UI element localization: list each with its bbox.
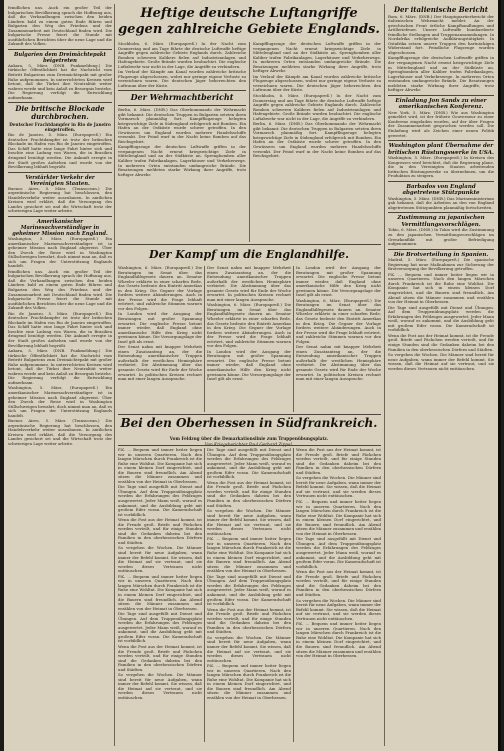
- article-text: P.K. ... Bequem und immer heiter liegen wir in unseren Quartieren. Nach den langen Märschen durch Frankreich ist die Ruhe eine Wohltat. Die Kompanie hat sich in einem kleinen Dorf eingerichtet, und die Bauern sind freundlich. Am Abend sitzen die Männer zusammen und erzählen von der Heimat in Oberhessen.: [207, 536, 291, 574]
- article-text: Ankara, 5. März. (DNB. Funkmeldung.) Die türkische Öffentlichkeit hat die Nachricht vom Beitritt Bulgariens zum Dreimächtepakt mit großer Ruhe aufgenommen. In unterrichteten Kreisen wird betont, daß die Türkei ihre Neutralität weiter wahren werde und kein Anlaß zu Besorgnis bestehe. Die Regierung verfolgt die Entwicklung aufmerksam.: [8, 348, 112, 385]
- article-heading: Amerikanischer Marinesachverständiger in geheimer Mission nach England.: [12, 218, 108, 237]
- article-text: Stockholm, 6. März. (Europapreß.) In der Nacht zum Donnerstag und am Tage führte die deutsche Luftwaffe heftige Angriffe gegen zahlreiche Gebiete Englands durch. Zahlreiche Bomben schweren Kalibers fielen auf Industrieanlagen und Hafengebiete. Große Brände wurden beobachtet. Die englische Luftabwehr war nicht in der Lage, die Angriffe zu verhindern.: [118, 42, 246, 69]
- binding-edge: [498, 0, 501, 751]
- article-text: So vergehen die Wochen. Die Männer sind bereit für neue Aufgaben, wann immer der Befehl kommt. Sie wissen, daß die Heimat auf sie vertraut, und sie werden dieses Vertrauen nicht enttäuschen.: [207, 508, 291, 536]
- article-text: P.K. ... Bequem und immer heiter liegen wir in unseren Quartieren. Nach den langen Märschen durch Frankreich ist die Ruhe eine Wohltat. Die Kompanie hat sich in einem kleinen Dorf eingerichtet, und die Bauern sind freundlich. Am Abend sitzen die Männer zusammen und erzählen von der Heimat in Oberhessen.: [118, 448, 202, 484]
- article-text: So vergehen die Wochen. Die Männer sind bereit für neue Aufgaben, wann immer der Befehl kommt. Sie wissen, daß die Heimat auf sie vertraut, und sie werden dieses Vertrauen nicht enttäuschen.: [296, 475, 381, 499]
- article-text: Wenn die Post aus der Heimat kommt, ist die Freude groß. Briefe und Päckchen werden verteilt, und für einige Stunden sind die Gedanken daheim bei den Familien in den oberhessischen Dörfern und Städten.: [296, 448, 381, 475]
- column-2-upper: [118, 42, 246, 242]
- article-text: Washington, 5. März. (Europapreß.) Ein amerikanischer Marinesachverständiger ist in geheimer Mission nach England abgereist. Über den Zweck der Reise wird in Washington Stillschweigen bewahrt, doch nimmt man an, daß es sich um Fragen der Unterstützung Englands handelt.: [8, 235, 112, 269]
- article-text: In London wird der Ausgang der Beratungen mit großer Spannung erwartet. Die englische Presse betont immer wieder, daß England ohne amerikanische Hilfe den Krieg nicht gewinnen könne. Die Versorgungslage der Insel gilt als ernst.: [118, 311, 202, 344]
- column-rule: [293, 266, 294, 412]
- oberhessen-col-b: [207, 448, 291, 742]
- column-4: [388, 6, 494, 746]
- divider: [118, 105, 246, 106]
- article-text: Tokio, 6. März. (DNB.) In Tokio wird die Zustimmung zu den japanischen Vermittlungsvorschlägen im Grenzkonflikt mit großer Befriedigung aufgenommen.: [388, 227, 494, 247]
- article-text: In London wird der Ausgang der Beratungen mit großer Spannung erwartet. Die englische Presse betont immer wieder, daß England ohne amerikanische Hilfe den Krieg nicht gewinnen könne. Die Versorgungslage der Insel gilt als ernst.: [296, 266, 381, 298]
- wehrmacht-heading: Der Wehrmachtbericht: [130, 92, 234, 103]
- article-subheading: Deutscher Frachtdampfer in Rio de Janeiro eingetroffen.: [9, 122, 111, 133]
- article-text: So vergehen die Wochen. Die Männer sind bereit für neue Aufgaben, wann immer der Befehl kommt. Sie wissen, daß die Heimat auf sie vertraut, und sie werden dieses Vertrauen nicht enttäuschen.: [118, 545, 202, 574]
- article-heading: Zustimmung zu japanischen Vermittlungsvorschlägen.: [397, 215, 485, 228]
- article-text: Die Tage sind ausgefüllt mit Dienst und Übungen. Auf dem Truppenübungsplatz werden die Erfahrungen des Feldzuges ausgewertet. Jeder Mann weiß, worauf es ankommt, und die Ausbildung geht mit großem Eifer voran. Die Kameradschaft ist vorbildlich.: [296, 536, 381, 569]
- article-text: Washington, 6. März. (Europapreß.) Die Beratungen im Senat über das Englandhilfegesetz dauern an. Senator Wheeler erklärte in einer scharfen Rede, das Gesetz bedeute den Eintritt Amerikas in den Krieg. Die Gegner der Vorlage fordern weitere Abänderungen. Auch in der Presse wird die Frage lebhaft erörtert, und zahlreiche Stimmen warnen vor den Folgen.: [207, 302, 291, 349]
- article-text: Buenos Aires, 5. März. (Transocean.) Die argentinische Regierung hat beschlossen, den Handelsverkehr weiter auszubauen. In amtlichen Kreisen wird erklärt, daß die Versorgung des Landes gesichert sei und die Wirtschaft trotz der schwierigen Lage weiter arbeite.: [8, 185, 112, 214]
- article-heading: Einladung Jon Sands zu einer amerikanischen Konferenz.: [395, 97, 487, 111]
- article-text: Wenn die Post aus der Heimat kommt, ist die Freude groß. Briefe und Päckchen werden verteilt, und für einige Stunden sind die Gedanken daheim bei den Familien in den oberhessischen Dörfern und Städten.: [207, 479, 291, 508]
- article-text: Wenn die Post aus der Heimat kommt, ist die Freude groß. Briefe und Päckchen werden verteilt, und für einige Stunden sind die Gedanken daheim bei den Familien in den oberhessischen Dörfern und Städten.: [296, 569, 381, 597]
- article-text: P.K. ... Bequem und immer heiter liegen wir in unseren Quartieren. Nach den langen Märschen durch Frankreich ist die Ruhe eine Wohltat. Die Kompanie hat sich in einem kleinen Dorf eingerichtet, und die Bauern sind freundlich. Am Abend sitzen die Männer zusammen und erzählen von der Heimat in Oberhessen.: [118, 573, 202, 611]
- column-rule: [204, 448, 205, 742]
- article-heading: Bulgarien dem Dreimächtepakt beigetreten: [14, 51, 106, 64]
- article-text: P.K. ... Bequem und immer heiter liegen wir in unseren Quartieren. Nach den langen Märschen durch Frankreich ist die Ruhe eine Wohltat. Die Kompanie hat sich in einem kleinen Dorf eingerichtet, und die Bauern sind freundlich. Am Abend sitzen die Männer zusammen und erzählen von der Heimat in Oberhessen.: [296, 499, 381, 536]
- column-rule: [384, 4, 385, 746]
- kampf-headline: Der Kampf um die Englandhilfe.: [149, 248, 349, 261]
- article-text: Kampfflugzeuge der deutschen Luftwaffe griffen in der vergangenen Nacht erneut kriegswichtige Ziele in Mittelengland und an der Südküste an. Sprengbomben aller Kaliber trafen Fabrikanlagen, Lagerhäuser und Verkehrswege. In mehreren Orten entstanden umfangreiche Brände. Die Besatzungen meldeten starke Wirkung ihrer Angriffe, trotz heftiger Abwehr.: [388, 55, 494, 93]
- article-text: Kampfflugzeuge der deutschen Luftwaffe griffen in der vergangenen Nacht erneut kriegswichtige Ziele in Mittelengland und an der Südküste an. Sprengbomben aller Kaliber trafen Fabrikanlagen, Lagerhäuser und Verkehrswege. In mehreren Orten entstanden umfangreiche Brände. Die Besatzungen meldeten starke Wirkung ihrer Angriffe, trotz heftiger Abwehr.: [118, 144, 246, 177]
- article-text: Washington, 6. März. (Europapreß.) Die Beratungen im Senat über das Englandhilfegesetz dauern an. Senator Wheeler erklärte in einer scharfen Rede, das Gesetz bedeute den Eintritt Amerikas in den Krieg. Die Gegner der Vorlage fordern weitere Abänderungen. Auch in der Presse wird die Frage lebhaft erörtert, und zahlreiche Stimmen warnen vor den Folgen.: [118, 266, 202, 311]
- divider: [8, 216, 112, 217]
- divider: [388, 140, 494, 141]
- section-rule: [118, 445, 381, 446]
- oberhessen-subheading: Vom Feldzug über die Demarkationslinie zum Truppenübungsplatz.: [169, 436, 329, 442]
- article-text: Berlin, 6. März. (DNB.) Das Oberkommando der Wehrmacht gibt bekannt: Die deutschen Truppen in Bulgarien setzten ihren Vormarsch planmäßig fort. Kampfflugzeuge belegten kriegswichtige Ziele in Südengland erfolgreich mit Bomben. Ein Hafen an der Ostküste wurde schwer getroffen. In den Gewässern um England wurden mehrere Handelsschiffe versenkt. Der Feind warf in der Nacht keine Bomben auf das Reichsgebiet.: [118, 106, 246, 144]
- article-text: In London wird der Ausgang der Beratungen mit großer Spannung erwartet. Die englische Presse betont immer wieder, daß England ohne amerikanische Hilfe den Krieg nicht gewinnen könne. Die Versorgungslage der Insel gilt als ernst.: [207, 348, 291, 382]
- divider: [388, 181, 494, 182]
- column-rule: [249, 42, 250, 242]
- intro-text: feindlichen uns. Auch ein großer Teil der bulgarischen Bevölkerung sprach die Hoffnung aus, daß die Verhandlungen zwischen den beiden Ländern bald zu einem guten Ende führen und Bulgarien den Weg des Friedens und der Zusammenarbeit mit Deutschland finden wird. Die bulgarische Presse feiert die Stunde mit ausführlichen Berichten über die neue Lage und die Zukunft des Volkes.: [8, 6, 112, 47]
- divider: [8, 102, 112, 103]
- article-text: So vergehen die Wochen. Die Männer sind bereit für neue Aufgaben, wann immer der Befehl kommt. Sie wissen, daß die Heimat auf sie vertraut, und sie werden dieses Vertrauen nicht enttäuschen.: [296, 597, 381, 621]
- article-text: Wenn die Post aus der Heimat kommt, ist die Freude groß. Briefe und Päckchen werden verteilt, und für einige Stunden sind die Gedanken daheim bei den Familien in den oberhessischen Dörfern und Städten.: [207, 606, 291, 635]
- section-rule: [118, 414, 381, 415]
- article-text: Die Tage sind ausgefüllt mit Dienst und Übungen. Auf dem Truppenübungsplatz werden die Erfahrungen des Feldzuges ausgewertet. Jeder Mann weiß, worauf es ankommt, und die Ausbildung geht mit großem Eifer voran. Die Kameradschaft ist vorbildlich.: [118, 611, 202, 644]
- kampf-col-a: [118, 266, 202, 412]
- oberhessen-col-a: [118, 448, 202, 742]
- article-text: Washington, 6. März. (Europapreß.) Die Beratungen im Senat über das Englandhilfegesetz dauern an. Senator Wheeler erklärte in einer scharfen Rede, das Gesetz bedeute den Eintritt Amerikas in den Krieg. Die Gegner der Vorlage fordern weitere Abänderungen. Auch in der Presse wird die Frage lebhaft erörtert, und zahlreiche Stimmen warnen vor den Folgen.: [296, 297, 381, 344]
- article-text: Die Tage sind ausgefüllt mit Dienst und Übungen. Auf dem Truppenübungsplatz werden die Erfahrungen des Feldzuges ausgewertet. Jeder Mann weiß, worauf es ankommt, und die Ausbildung geht mit großem Eifer voran. Die Kameradschaft ist vorbildlich.: [207, 448, 291, 480]
- article-heading: Verstärkter Verkehr der Vereinigten Staaten.: [25, 174, 95, 187]
- oberhessen-byline: Von Kriegsberichter Paul Gerhard Zippel.: [204, 442, 294, 448]
- article-heading: Die Brotverteilung in Spanien.: [393, 251, 489, 258]
- article-text: Die Tage sind ausgefüllt mit Dienst und Übungen. Auf dem Truppenübungsplatz werden die Erfahrungen des Feldzuges ausgewertet. Jeder Mann weiß, worauf es ankommt, und die Ausbildung geht mit großem Eifer voran. Die Kameradschaft ist vorbildlich.: [118, 484, 202, 517]
- article-text: So vergehen die Wochen. Die Männer sind bereit für neue Aufgaben, wann immer der Befehl kommt. Sie wissen, daß die Heimat auf sie vertraut, und sie werden dieses Vertrauen nicht enttäuschen.: [388, 352, 494, 371]
- article-text: So vergehen die Wochen. Die Männer sind bereit für neue Aufgaben, wann immer der Befehl kommt. Sie wissen, daß die Heimat auf sie vertraut, und sie werden dieses Vertrauen nicht enttäuschen.: [207, 634, 291, 663]
- divider: [388, 95, 494, 96]
- main-headline-line1: Heftige deutsche Luftangriffe: [140, 6, 358, 21]
- article-text: Rio de Janeiro, 5. März. (Europapreß.) Ein deutscher Frachtdampfer ist trotz der britischen Blockade im Hafen von Rio de Janeiro eingetroffen. Das Schiff hatte eine lange Fahrt hinter sich und brachte eine Ladung von Waren, die in Brasilien dringend benötigt werden. Die Ankunft erregte in der Stadt großes Aufsehen und wurde von der Bevölkerung lebhaft begrüßt.: [8, 132, 112, 170]
- column-rule: [114, 4, 115, 746]
- divider: [118, 90, 246, 91]
- divider: [388, 249, 494, 250]
- divider: [388, 212, 494, 213]
- oberhessen-headline: Bei den Oberhessen in Südfrankreich.: [120, 416, 378, 430]
- article-text: P.K. ... Bequem und immer heiter liegen wir in unseren Quartieren. Nach den langen Märschen durch Frankreich ist die Ruhe eine Wohltat. Die Kompanie hat sich in einem kleinen Dorf eingerichtet, und die Bauern sind freundlich. Am Abend sitzen die Männer zusammen und erzählen von der Heimat in Oberhessen.: [388, 271, 494, 305]
- oberhessen-col-c: [296, 448, 381, 742]
- article-text: Madrid, 5. März. (Europapreß.) Die spanische Regierung hat neue Maßnahmen zur Sicherung der Brotversorgung der Bevölkerung getroffen.: [388, 257, 494, 272]
- article-text: P.K. ... Bequem und immer heiter liegen wir in unseren Quartieren. Nach den langen Märschen durch Frankreich ist die Ruhe eine Wohltat. Die Kompanie hat sich in einem kleinen Dorf eingerichtet, und die Bauern sind freundlich. Am Abend sitzen die Männer zusammen und erzählen von der Heimat in Oberhessen.: [296, 621, 381, 659]
- column-3-upper: [253, 42, 381, 242]
- column-1: [8, 6, 112, 746]
- article-text: Die Tage sind ausgefüllt mit Dienst und Übungen. Auf dem Truppenübungsplatz werden die Erfahrungen des Feldzuges ausgewertet. Jeder Mann weiß, worauf es ankommt, und die Ausbildung geht mit großem Eifer voran. Die Kameradschaft ist vorbildlich.: [207, 573, 291, 607]
- article-text: Stockholm, 6. März. (Europapreß.) In der Nacht zum Donnerstag und am Tage führte die deutsche Luftwaffe heftige Angriffe gegen zahlreiche Gebiete Englands durch. Zahlreiche Bomben schweren Kalibers fielen auf Industrieanlagen und Hafengebiete. Große Brände wurden beobachtet. Die englische Luftabwehr war nicht in der Lage, die Angriffe zu verhindern.: [253, 93, 381, 121]
- column-rule: [204, 266, 205, 412]
- article-text: Washington, 5. März. (DNB.) Das Marineministerium gab bekannt, daß die Arbeiten an den von England abgetretenen Stützpunkten planmäßig fortschreiten.: [388, 195, 494, 210]
- divider: [8, 49, 112, 50]
- article-text: Der Senat nahm mit knapper Mehrheit einen Zusatzantrag an, der die Entsendung amerikanischer Truppen außerhalb der westlichen Hemisphäre verbietet. Die Abstimmung über das gesamte Gesetz wird für Ende der Woche erwartet. In politischen Kreisen rechnet man mit einer langen Aussprache.: [296, 344, 381, 382]
- article-text: Buenos Aires, 5. März. (Transocean.) Die argentinische Regierung hat beschlossen, den Handelsverkehr weiter auszubauen. In amtlichen Kreisen wird erklärt, daß die Versorgung des Landes gesichert sei und die Wirtschaft trotz der schwierigen Lage weiter arbeite.: [8, 418, 112, 447]
- kampf-col-b: [207, 266, 291, 412]
- newspaper-page: [4, 0, 501, 751]
- article-text: Der Senat nahm mit knapper Mehrheit einen Zusatzantrag an, der die Entsendung amerikanischer Truppen außerhalb der westlichen Hemisphäre verbietet. Die Abstimmung über das gesamte Gesetz wird für Ende der Woche erwartet. In politischen Kreisen rechnet man mit einer langen Aussprache.: [207, 266, 291, 302]
- article-text: Washington, 5. März. (Europapreß.) In Kreisen des Kongresses wird berichtet, daß die Regierung plane, die in den Vereinigten Staaten arbeitenden britischen Rüstungswerke zu übernehmen, um die Produktion zu steigern.: [388, 155, 494, 179]
- italy-report-heading: Der italienische Bericht: [393, 6, 489, 14]
- section-rule: [118, 244, 381, 245]
- article-heading: Washington plant Übernahme der britischen Rüstungswerke in USA.: [388, 143, 494, 156]
- article-heading: Die britische Blockade durchbrochen.: [15, 104, 105, 122]
- kampf-col-c: [296, 266, 381, 412]
- article-text: Rom, 6. März. (DNB.) Der Hauptquartierbericht der italienischen Wehrmacht meldet: An der griechischen Front örtliche Kampfhandlungen und Artilleriefeuer. Unsere Luftwaffe bombardierte feindliche Stellungen und Truppenansammlungen. In Nordafrika erfolgreiche Aufklärungstätigkeit. In Ostafrika setzen unsere Truppen den hartnäckigen Widerstand fort. Feindliche Flugzeuge wurden abgeschossen.: [388, 13, 494, 55]
- divider: [8, 172, 112, 173]
- article-text: P.K. ... Bequem und immer heiter liegen wir in unseren Quartieren. Nach den langen Märschen durch Frankreich ist die Ruhe eine Wohltat. Die Kompanie hat sich in einem kleinen Dorf eingerichtet, und die Bauern sind freundlich. Am Abend sitzen die Männer zusammen und erzählen von der Heimat in Oberhessen.: [207, 663, 291, 700]
- article-text: Rio de Janeiro, 5. März. (Europapreß.) Ein deutscher Frachtdampfer ist trotz der britischen Blockade im Hafen von Rio de Janeiro eingetroffen. Das Schiff hatte eine lange Fahrt hinter sich und brachte eine Ladung von Waren, die in Brasilien dringend benötigt werden. Die Ankunft erregte in der Stadt großes Aufsehen und wurde von der Bevölkerung lebhaft begrüßt.: [8, 310, 112, 348]
- article-text: Wenn die Post aus der Heimat kommt, ist die Freude groß. Briefe und Päckchen werden verteilt, und für einige Stunden sind die Gedanken daheim bei den Familien in den oberhessischen Dörfern und Städten.: [118, 643, 202, 672]
- article-text: Im Verlauf der Kämpfe am Kanal wurden zahlreiche britische Flugzeuge abgeschossen, wobei nur geringe eigene Verluste zu verzeichnen waren. Die deutschen Jäger beherrschten den Luftraum über der Küste.: [253, 73, 381, 93]
- article-text: Wenn die Post aus der Heimat kommt, ist die Freude groß. Briefe und Päckchen werden verteilt, und für einige Stunden sind die Gedanken daheim bei den Familien in den oberhessischen Dörfern und Städten.: [388, 332, 494, 352]
- column-rule: [293, 448, 294, 742]
- article-text: Wenn die Post aus der Heimat kommt, ist die Freude groß. Briefe und Päckchen werden verteilt, und für einige Stunden sind die Gedanken daheim bei den Familien in den oberhessischen Dörfern und Städten.: [118, 517, 202, 545]
- article-text: So vergehen die Wochen. Die Männer sind bereit für neue Aufgaben, wann immer der Befehl kommt. Sie wissen, daß die Heimat auf sie vertraut, und sie werden dieses Vertrauen nicht enttäuschen.: [118, 672, 202, 700]
- main-headline-line2: gegen zahlreiche Gebiete Englands.: [118, 22, 380, 37]
- article-text: feindlichen uns. Auch ein großer Teil der bulgarischen Bevölkerung sprach die Hoffnung aus, daß die Verhandlungen zwischen den beiden Ländern bald zu einem guten Ende führen und Bulgarien den Weg des Friedens und der Zusammenarbeit mit Deutschland finden wird. Die bulgarische Presse feiert die Stunde mit ausführlichen Berichten über die neue Lage und die Zukunft des Volkes.: [8, 268, 112, 311]
- article-text: Im Verlauf der Kämpfe am Kanal wurden zahlreiche britische Flugzeuge abgeschossen, wobei nur geringe eigene Verluste zu verzeichnen waren. Die deutschen Jäger beherrschten den Luftraum über der Küste.: [118, 69, 246, 88]
- article-text: Ankara, 5. März. (DNB. Funkmeldung.) Die türkische Öffentlichkeit hat die Nachricht vom Beitritt Bulgariens zum Dreimächtepakt mit großer Ruhe aufgenommen. In unterrichteten Kreisen wird betont, daß die Türkei ihre Neutralität weiter wahren werde und kein Anlaß zu Besorgnis bestehe. Die Regierung verfolgt die Entwicklung aufmerksam.: [8, 62, 112, 100]
- article-text: Die Tage sind ausgefüllt mit Dienst und Übungen. Auf dem Truppenübungsplatz werden die Erfahrungen des Feldzuges ausgewertet. Jeder Mann weiß, worauf es ankommt, und die Ausbildung geht mit großem Eifer voran. Die Kameradschaft ist vorbildlich.: [388, 304, 494, 333]
- article-text: Washington, 5. März. (Europapreß.) Ein amerikanischer Marinesachverständiger ist in geheimer Mission nach England abgereist. Über den Zweck der Reise wird in Washington Stillschweigen bewahrt, doch nimmt man an, daß es sich um Fragen der Unterstützung Englands handelt.: [8, 385, 112, 418]
- article-text: Der Senat nahm mit knapper Mehrheit einen Zusatzantrag an, der die Entsendung amerikanischer Truppen außerhalb der westlichen Hemisphäre verbietet. Die Abstimmung über das gesamte Gesetz wird für Ende der Woche erwartet. In politischen Kreisen rechnet man mit einer langen Aussprache.: [118, 344, 202, 382]
- article-text: New York, 5. März. (DNB.) Wie aus Washington gemeldet wird, ist der frühere Gouverneur zu einer Konferenz eingeladen worden, auf der über Fragen der Zusammenarbeit gesprochen werden soll. Die Einladung wird als Zeichen einer neuen Politik gewertet.: [388, 109, 494, 138]
- article-text: Kampfflugzeuge der deutschen Luftwaffe griffen in der vergangenen Nacht erneut kriegswichtige Ziele in Mittelengland und an der Südküste an. Sprengbomben aller Kaliber trafen Fabrikanlagen, Lagerhäuser und Verkehrswege. In mehreren Orten entstanden umfangreiche Brände. Die Besatzungen meldeten starke Wirkung ihrer Angriffe, trotz heftiger Abwehr.: [253, 42, 381, 74]
- article-text: Berlin, 6. März. (DNB.) Das Oberkommando der Wehrmacht gibt bekannt: Die deutschen Truppen in Bulgarien setzten ihren Vormarsch planmäßig fort. Kampfflugzeuge belegten kriegswichtige Ziele in Südengland erfolgreich mit Bomben. Ein Hafen an der Ostküste wurde schwer getroffen. In den Gewässern um England wurden mehrere Handelsschiffe versenkt. Der Feind warf in der Nacht keine Bomben auf das Reichsgebiet.: [253, 121, 381, 159]
- article-heading: Barbados von England abgetretene Stützpunkte: [402, 183, 480, 197]
